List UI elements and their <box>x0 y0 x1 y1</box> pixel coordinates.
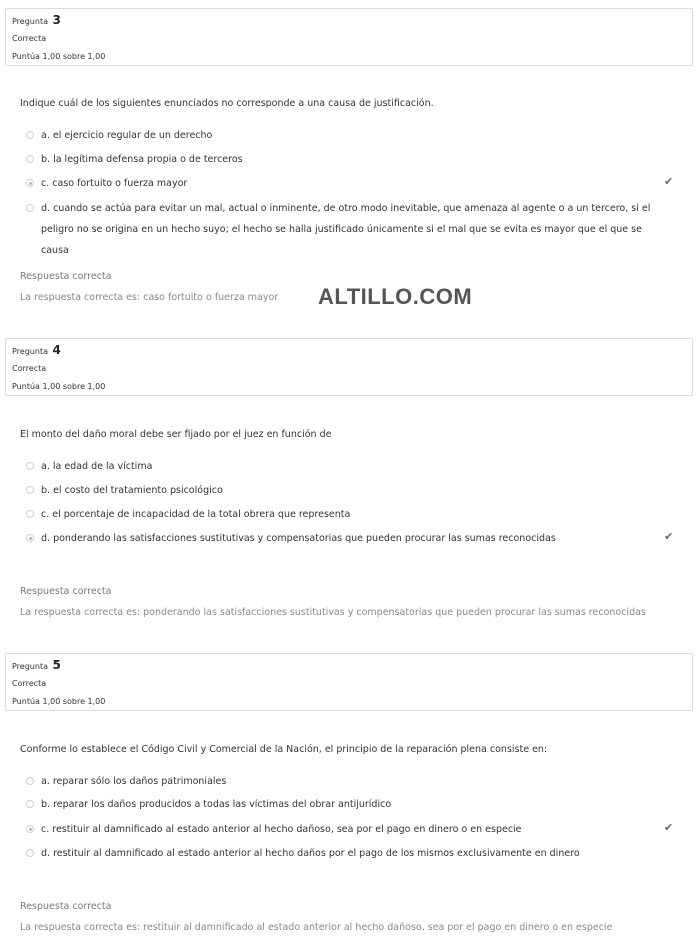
question-state: Correcta <box>12 364 47 373</box>
feedback-title: Respuesta correcta <box>20 271 112 282</box>
question-grade: Puntúa 1,00 sobre 1,00 <box>12 382 106 391</box>
question-number: Pregunta 3 <box>12 13 61 27</box>
radio-button[interactable] <box>26 204 34 212</box>
question-5-text: Conforme lo establece el Código Civil y Comercial de la Nación, el principio de la reparación plena consiste en: <box>20 744 548 755</box>
question-grade: Puntúa 1,00 sobre 1,00 <box>12 52 106 61</box>
question-4-info <box>5 338 693 396</box>
checkmark-icon: ✔ <box>664 530 674 543</box>
radio-button-selected[interactable] <box>26 179 34 187</box>
question-number: Pregunta 4 <box>12 343 61 357</box>
question-grade: Puntúa 1,00 sobre 1,00 <box>12 697 106 706</box>
radio-button[interactable] <box>26 777 34 785</box>
question-4-text: El monto del daño moral debe ser fijado por el juez en función de <box>20 429 332 440</box>
radio-button[interactable] <box>26 131 34 139</box>
question-state: Correcta <box>12 34 47 43</box>
feedback-correct-answer: La respuesta correcta es: restituir al damnificado al estado anterior al hecho dañoso, sea por el pago en dinero o en especie <box>20 922 613 933</box>
radio-button-selected[interactable] <box>26 534 34 542</box>
radio-button[interactable] <box>26 849 34 857</box>
checkmark-icon: ✔ <box>664 821 674 834</box>
feedback-correct-answer: La respuesta correcta es: ponderando las satisfacciones sustitutivas y compensatorias que pueden procurar las sumas reconocidas <box>20 607 646 618</box>
feedback-correct-answer: La respuesta correcta es: caso fortuito o fuerza mayor <box>20 292 279 303</box>
question-3-text: Indique cuál de los siguientes enunciados no corresponde a una causa de justificación. <box>20 98 434 109</box>
feedback-title: Respuesta correcta <box>20 586 112 597</box>
radio-button-selected[interactable] <box>26 825 34 833</box>
question-number: Pregunta 5 <box>12 658 61 672</box>
radio-button[interactable] <box>26 155 34 163</box>
question-5-info <box>5 653 693 711</box>
radio-button[interactable] <box>26 486 34 494</box>
radio-button[interactable] <box>26 510 34 518</box>
radio-button[interactable] <box>26 462 34 470</box>
feedback-title: Respuesta correcta <box>20 901 112 912</box>
question-state: Correcta <box>12 679 47 688</box>
radio-button[interactable] <box>26 800 34 808</box>
checkmark-icon: ✔ <box>664 175 674 188</box>
watermark-logo: ALTILLO.COM <box>318 284 473 309</box>
question-3-info <box>5 8 693 66</box>
